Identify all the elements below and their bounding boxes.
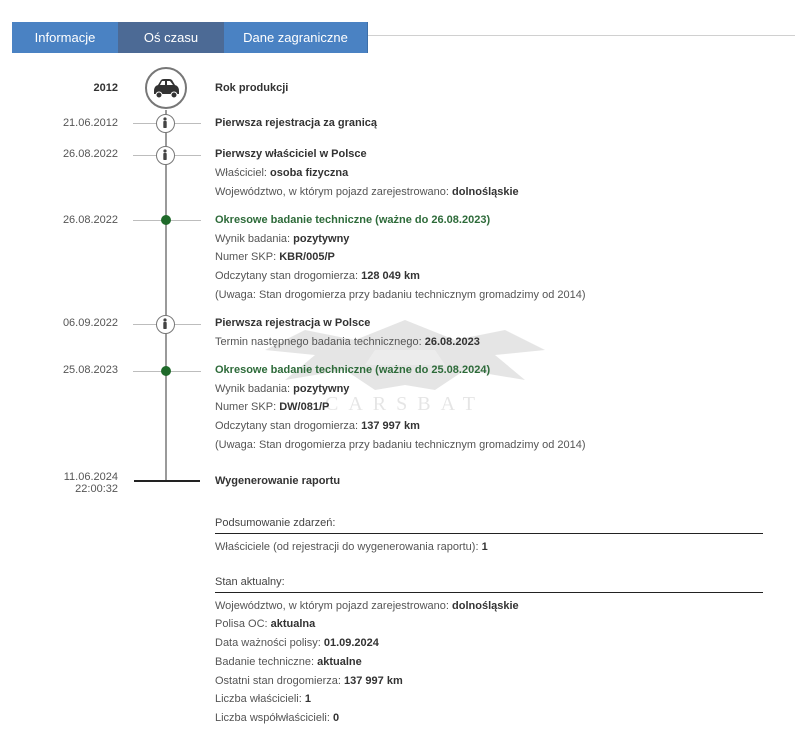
status-row: Liczba współwłaścicieli: 0: [215, 712, 340, 724]
event-date: 21.06.2012: [62, 117, 118, 129]
status-row: Polisa OC: aktualna: [215, 618, 316, 630]
voivodeship-line: Województwo, w którym pojazd zarejestrowano: dolnośląskie: [215, 186, 519, 198]
tab-os-czasu[interactable]: Oś czasu: [118, 22, 224, 53]
event-date: 06.09.2022: [62, 317, 118, 329]
car-icon: [145, 67, 187, 109]
event-title: Pierwszy właściciel w Polsce: [215, 148, 367, 160]
summary-owners-line: Właściciele (od rejestracji do wygenerowania raportu): 1: [215, 541, 488, 553]
tabs-divider: [368, 35, 795, 36]
person-icon: [156, 114, 175, 133]
inspection-dot: [161, 366, 171, 376]
tab-bar: [12, 22, 368, 53]
current-status-heading: Stan aktualny:: [215, 576, 763, 593]
status-row: Liczba właścicieli: 1: [215, 693, 311, 705]
odometer-note: (Uwaga: Stan drogomierza przy badaniu technicznym gromadzimy od 2014): [215, 439, 586, 451]
status-row: Województwo, w którym pojazd zarejestrowano: dolnośląskie: [215, 600, 519, 612]
status-row: Ostatni stan drogomierza: 137 997 km: [215, 675, 403, 687]
next-inspection-line: Termin następnego badania technicznego: 26.08.2023: [215, 336, 480, 348]
skp-line: Numer SKP: KBR/005/P: [215, 251, 335, 263]
owner-line: Właściciel: osoba fizyczna: [215, 167, 349, 179]
person-icon: [156, 315, 175, 334]
event-date: 25.08.2023: [62, 364, 118, 376]
inspection-dot: [161, 215, 171, 225]
event-date: 26.08.2022: [62, 148, 118, 160]
person-icon: [156, 146, 175, 165]
result-line: Wynik badania: pozytywny: [215, 233, 350, 245]
watermark-text: CARSBAT: [324, 393, 486, 415]
odometer-line: Odczytany stan drogomierza: 137 997 km: [215, 420, 420, 432]
tab-dane-zagraniczne[interactable]: Dane zagraniczne: [224, 22, 368, 53]
odometer-line: Odczytany stan drogomierza: 128 049 km: [215, 270, 420, 282]
tab-informacje[interactable]: Informacje: [12, 22, 118, 53]
odometer-note: (Uwaga: Stan drogomierza przy badaniu technicznym gromadzimy od 2014): [215, 289, 586, 301]
skp-line: Numer SKP: DW/081/P: [215, 401, 330, 413]
event-title: Okresowe badanie techniczne (ważne do 25.08.2024): [215, 364, 491, 376]
summary-heading: Podsumowanie zdarzeń:: [215, 517, 763, 534]
event-date: 26.08.2022: [62, 214, 118, 226]
event-title: Okresowe badanie techniczne (ważne do 26.08.2023): [215, 214, 491, 226]
event-title: Wygenerowanie raportu: [215, 475, 341, 487]
event-title: Pierwsza rejestracja w Polsce: [215, 317, 371, 329]
status-row: Data ważności polisy: 01.09.2024: [215, 637, 379, 649]
event-date: 11.06.2024: [63, 471, 118, 483]
result-line: Wynik badania: pozytywny: [215, 383, 350, 395]
timeline-line: [165, 110, 167, 480]
event-time: 22:00:32: [75, 483, 118, 495]
timeline-end: [134, 480, 200, 482]
status-row: Badanie techniczne: aktualne: [215, 656, 362, 668]
event-title: Pierwsza rejestracja za granicą: [215, 117, 378, 129]
event-date: 2012: [93, 82, 118, 94]
event-title: Rok produkcji: [215, 82, 289, 94]
